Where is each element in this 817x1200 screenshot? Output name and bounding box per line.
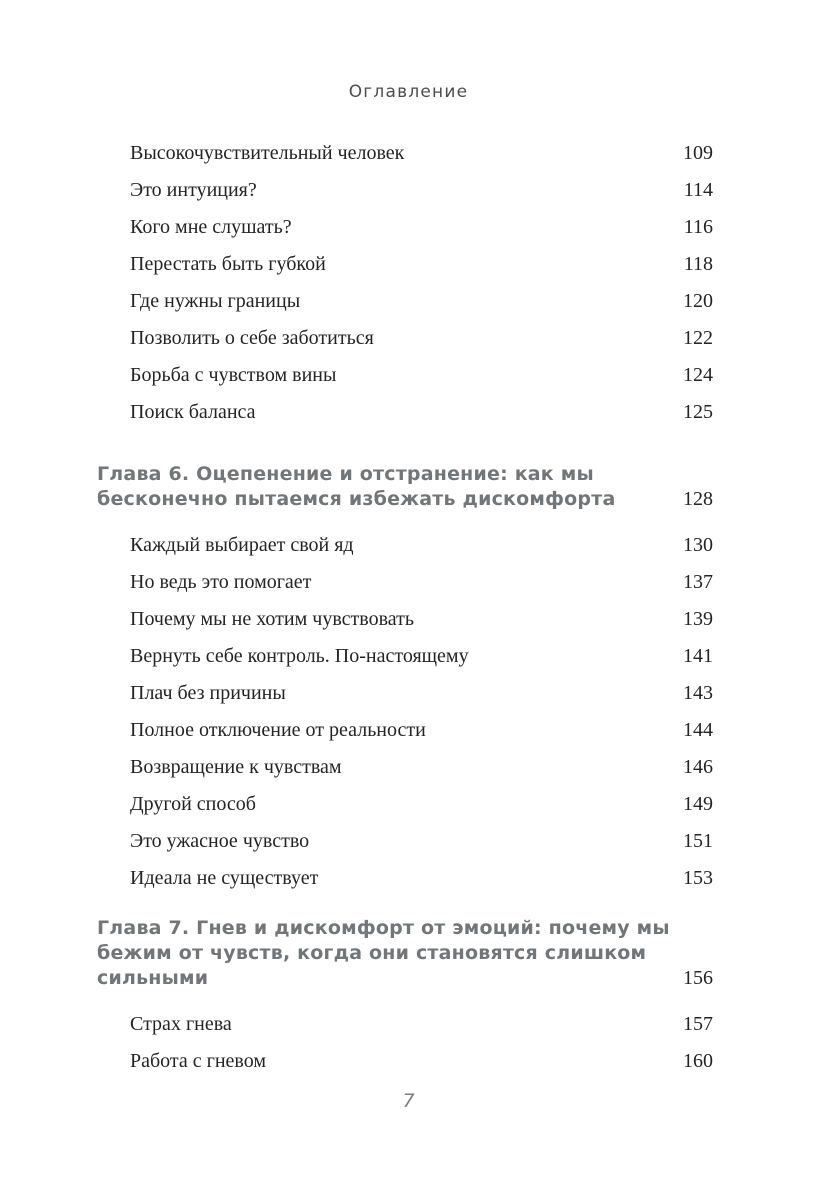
toc-entry [130, 520, 713, 557]
toc-entry-page: 130 [683, 534, 713, 556]
chapter-heading-lastline [97, 487, 713, 512]
toc-section-top [130, 128, 713, 424]
toc-entry-title: Идеала не существует [130, 867, 319, 889]
chapter-heading-lastline [97, 966, 713, 991]
toc-entry [130, 350, 713, 387]
chapter-page: 128 [683, 488, 713, 510]
toc-entry [130, 705, 713, 742]
toc-entry-page: 124 [683, 364, 713, 386]
toc-entry [130, 165, 713, 202]
toc-entry [130, 631, 713, 668]
toc-entry-page: 144 [683, 719, 713, 741]
toc-entry-page: 137 [683, 571, 713, 593]
toc-entry [130, 313, 713, 350]
toc-entry [130, 1036, 713, 1073]
toc-content [97, 128, 713, 1073]
toc-entry-title: Но ведь это помогает [130, 571, 312, 593]
toc-entry [130, 816, 713, 853]
toc-entry-page: 153 [683, 867, 713, 889]
toc-section-chapter7 [130, 999, 713, 1073]
toc-entry [130, 128, 713, 165]
toc-section-chapter6 [130, 520, 713, 890]
chapter-page: 156 [683, 967, 713, 989]
toc-entry-title: Другой способ [130, 793, 256, 815]
toc-entry-title: Поиск баланса [130, 401, 256, 423]
chapter-heading-line: бежим от чувств, когда они становятся слишком [97, 942, 647, 964]
toc-entry [130, 668, 713, 705]
toc-entry [130, 239, 713, 276]
toc-entry-page: 120 [683, 290, 713, 312]
toc-entry-title: Работа с гневом [130, 1050, 267, 1072]
toc-entry-page: 149 [683, 793, 713, 815]
chapter-heading-line: Глава 6. Оцепенение и отстранение: как мы [97, 463, 594, 485]
toc-entry-page: 114 [683, 179, 713, 201]
toc-entry-page: 143 [683, 682, 713, 704]
toc-entry [130, 999, 713, 1036]
toc-entry-title: Перестать быть губкой [130, 253, 326, 275]
toc-entry [130, 387, 713, 424]
chapter-heading [97, 916, 713, 991]
toc-entry [130, 557, 713, 594]
toc-entry-page: 146 [683, 756, 713, 778]
toc-entry-title: Это интуиция? [130, 179, 257, 201]
toc-entry-page: 139 [683, 608, 713, 630]
toc-entry-page: 141 [683, 645, 713, 667]
toc-entry-title: Где нужны границы [130, 290, 301, 312]
toc-entry [130, 742, 713, 779]
toc-entry-title: Каждый выбирает свой яд [130, 534, 354, 556]
toc-entry-title: Вернуть себе контроль. По-настоящему [130, 645, 469, 667]
chapter-heading-text: бесконечно пытаемся избежать дискомфорта [97, 488, 616, 510]
toc-entry [130, 853, 713, 890]
page-title: Оглавление [348, 82, 469, 102]
toc-entry-page: 157 [683, 1013, 713, 1035]
toc-entry-page: 118 [683, 253, 713, 275]
toc-entry-title: Почему мы не хотим чувствовать [130, 608, 414, 630]
toc-entry-title: Высокочувствительный человек [130, 142, 405, 164]
toc-entry-page: 125 [683, 401, 713, 423]
chapter-heading [97, 462, 713, 512]
toc-entry-title: Это ужасное чувство [130, 830, 310, 852]
toc-entry-title: Полное отключение от реальности [130, 719, 426, 741]
chapter-heading-line: Глава 7. Гнев и дискомфорт от эмоций: почему мы [97, 917, 670, 939]
toc-entry-page: 160 [683, 1050, 713, 1072]
toc-entry [130, 594, 713, 631]
toc-entry-page: 122 [683, 327, 713, 349]
toc-entry-page: 109 [683, 142, 713, 164]
toc-entry [130, 779, 713, 816]
toc-entry [130, 202, 713, 239]
toc-entry-title: Страх гнева [130, 1013, 232, 1035]
toc-entry [130, 276, 713, 313]
toc-entry-page: 151 [683, 830, 713, 852]
chapter-heading-text: сильными [97, 967, 209, 989]
toc-entry-title: Борьба с чувством вины [130, 364, 337, 386]
toc-entry-title: Возвращение к чувствам [130, 756, 342, 778]
toc-entry-title: Позволить о себе заботиться [130, 327, 374, 349]
toc-entry-title: Кого мне слушать? [130, 216, 292, 238]
toc-entry-page: 116 [683, 216, 713, 238]
toc-entry-title: Плач без причины [130, 682, 286, 704]
page-number: 7 [402, 1090, 415, 1112]
